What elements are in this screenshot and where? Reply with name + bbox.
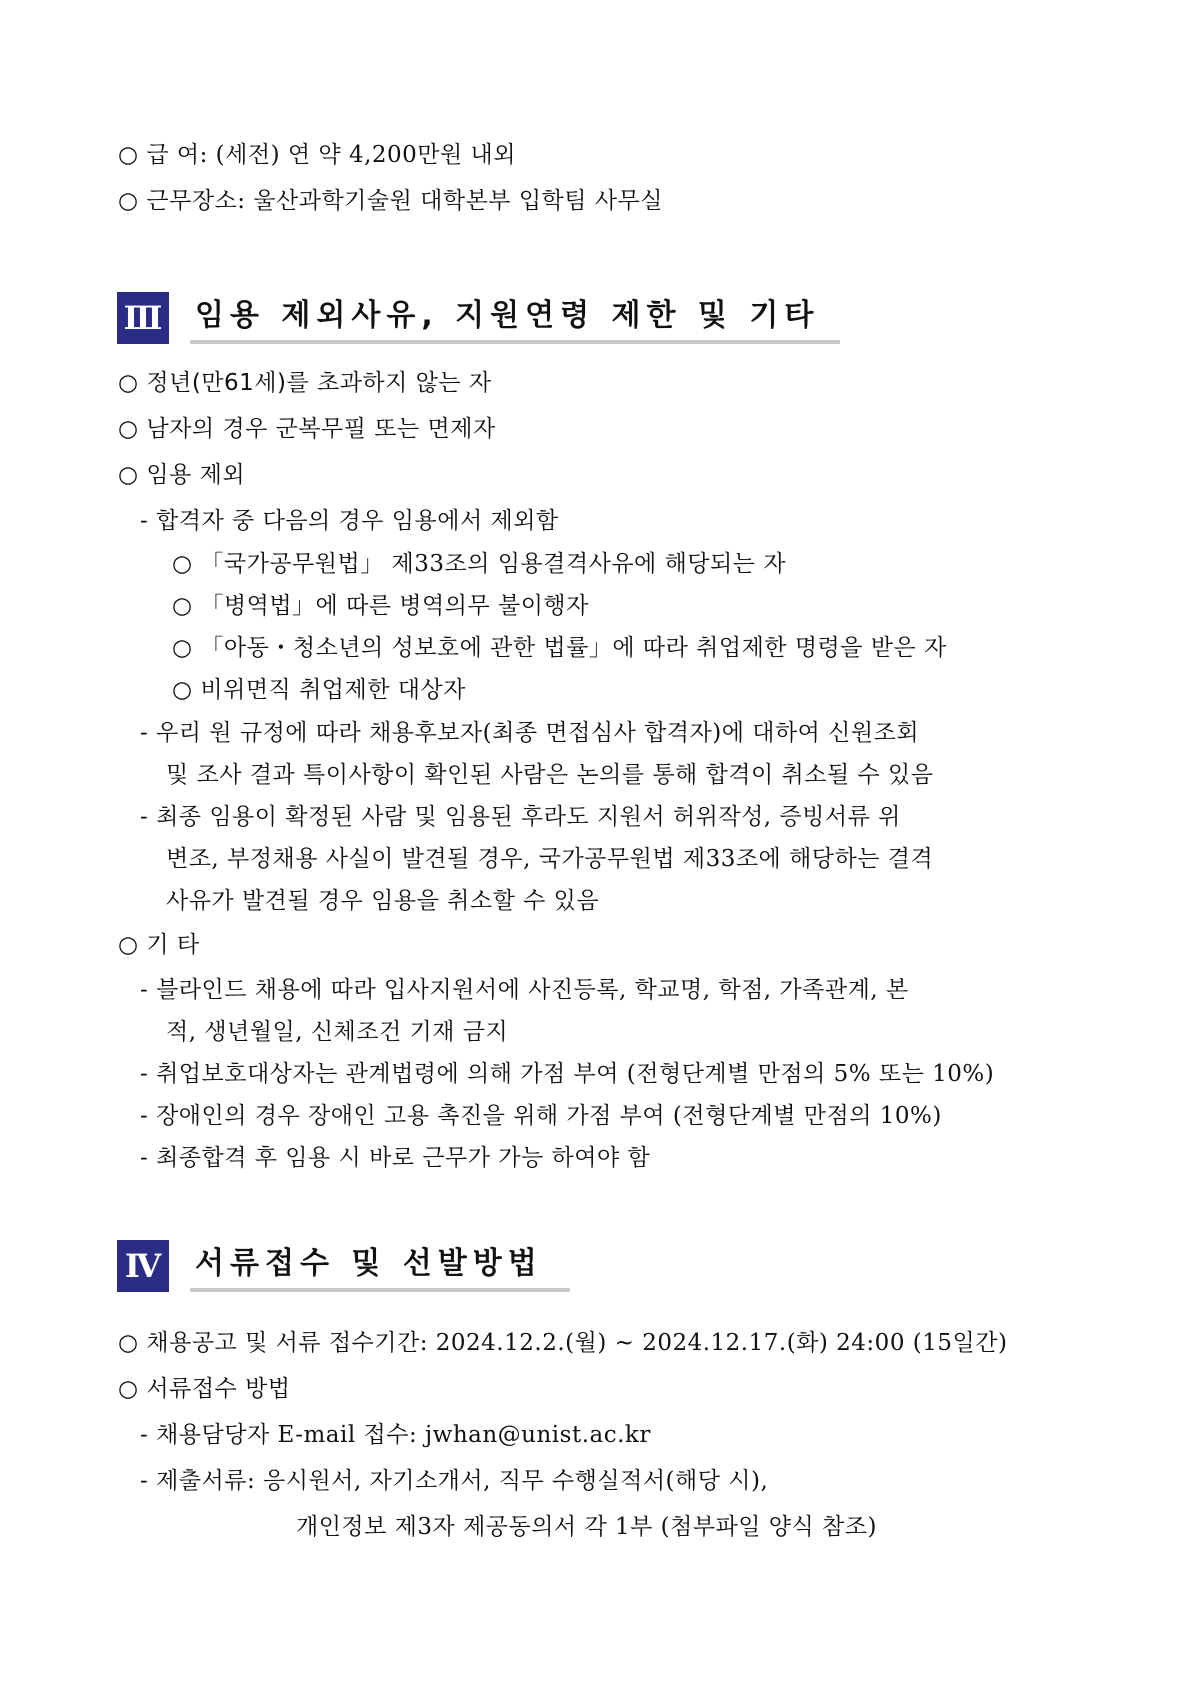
section-3-line-background-check-1: - 우리 원 규정에 따라 채용후보자(최종 면접심사 합격자)에 대하여 신원조회: [140, 720, 920, 746]
section-3-line-cancellation-1: - 최종 임용이 확정된 사람 및 임용된 후라도 지원서 허위작성, 증빙서류 위: [140, 804, 901, 830]
section-3-line-misconduct: ○ 비위면직 취업제한 대상자: [172, 677, 466, 703]
section-3-line-military-act: ○ 「병역법」에 따른 병역의무 불이행자: [172, 593, 589, 619]
section-3-line-immediate-work: - 최종합격 후 임용 시 바로 근무가 가능 하여야 함: [140, 1145, 651, 1171]
section-3-line-blind-2: 적, 생년월일, 신체조건 기재 금지: [166, 1019, 509, 1045]
section-3-line-veterans: - 취업보호대상자는 관계법령에 의해 가점 부여 (전형단계별 만점의 5% 또는 10%): [140, 1061, 995, 1087]
section-3-line-other: ○ 기 타: [118, 932, 200, 958]
section-3-line-background-check-2: 및 조사 결과 특이사항이 확인된 사람은 논의를 통해 합격이 취소될 수 있음: [166, 762, 934, 788]
section-4-line-documents-2: 개인정보 제3자 제공동의서 각 1부 (첨부파일 양식 참조): [296, 1514, 877, 1540]
section-4-title: 서류접수 및 선발방법: [195, 1246, 543, 1281]
section-4-underline: [190, 1288, 570, 1292]
section-3-line-retirement: ○ 정년(만61세)를 초과하지 않는 자: [118, 370, 492, 396]
section-3-line-exclusion: ○ 임용 제외: [118, 462, 246, 488]
section-3-title: 임용 제외사유, 지원연령 제한 및 기타: [195, 298, 820, 333]
section-4-line-method: ○ 서류접수 방법: [118, 1376, 291, 1402]
section-3-line-civil-service-act: ○ 「국가공무원법」 제33조의 임용결격사유에 해당되는 자: [172, 551, 786, 577]
section-3-underline: [190, 340, 840, 344]
section-3-line-exclusion-intro: - 합격자 중 다음의 경우 임용에서 제외함: [140, 508, 559, 534]
section-3-line-blind-1: - 블라인드 채용에 따라 입사지원서에 사진등록, 학교명, 학점, 가족관계, 본: [140, 977, 909, 1003]
section-4-line-period: ○ 채용공고 및 서류 접수기간: 2024.12.2.(월) ~ 2024.12.17.(화) 24:00 (15일간): [118, 1330, 1008, 1356]
section-3-line-cancellation-2: 변조, 부정채용 사실이 발견될 경우, 국가공무원법 제33조에 해당하는 결격: [166, 846, 934, 872]
salary-line: ○ 급 여: (세전) 연 약 4,200만원 내외: [118, 142, 516, 168]
section-3-line-cancellation-3: 사유가 발견될 경우 임용을 취소할 수 있음: [166, 888, 600, 914]
workplace-line: ○ 근무장소: 울산과학기술원 대학본부 입학팀 사무실: [118, 188, 663, 214]
section-4-numeral: Ⅳ: [117, 1240, 169, 1292]
section-3-line-disabled: - 장애인의 경우 장애인 고용 촉진을 위해 가점 부여 (전형단계별 만점의 10%): [140, 1103, 942, 1129]
section-3-line-military: ○ 남자의 경우 군복무필 또는 면제자: [118, 416, 496, 442]
section-3-line-child-protection: ○ 「아동・청소년의 성보호에 관한 법률」에 따라 취업제한 명령을 받은 자: [172, 635, 947, 661]
section-4-line-documents-1: - 제출서류: 응시원서, 자기소개서, 직무 수행실적서(해당 시),: [140, 1468, 769, 1494]
section-4-line-email: - 채용담당자 E-mail 접수: jwhan@unist.ac.kr: [140, 1422, 651, 1448]
section-3-numeral: Ⅲ: [117, 292, 169, 344]
